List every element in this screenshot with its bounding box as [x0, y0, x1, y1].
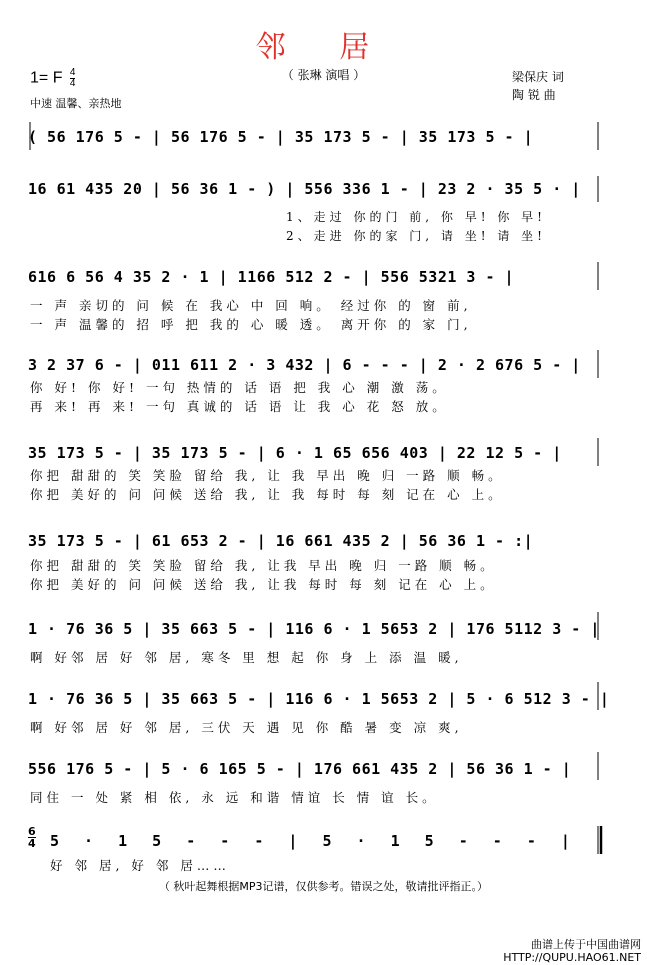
lyric-line-1: 啊 好邻 居 好 邻 居, 寒冬 里 想 起 你 身 上 添 温 暖,	[30, 650, 463, 665]
lyric-line-1: 啊 好邻 居 好 邻 居, 三伏 天 遇 见 你 酷 暑 变 凉 爽,	[30, 720, 463, 735]
site-line-2: HTTP://QUPU.HAO61.NET	[503, 951, 641, 964]
notation-row: 556 176 5 - | 5 · 6 165 5 - | 176 661 435 2 | 56 36 1 - |	[28, 760, 572, 778]
time-signature	[70, 68, 76, 89]
score-row-5	[28, 444, 602, 502]
site-line-1: 曲谱上传于中国曲谱网	[531, 938, 641, 951]
lyric-line-2: 一 声 温馨的 招 呼 把 我的 心 暖 透。 离开你 的 家 门,	[30, 317, 472, 332]
notation-row: 16 61 435 20 | 56 36 1 - ) | 556 336 1 - | 23 2 · 35 5 · |	[28, 180, 581, 198]
lyricist-credit: 梁保庆 词	[512, 70, 564, 84]
notation-row: ( 56 176 5 - | 56 176 5 - | 35 173 5 - | 35 173 5 - |	[28, 128, 534, 146]
time-change	[28, 826, 36, 849]
time-denominator: 4	[28, 837, 36, 850]
lyric-line-1: 好 邻 居, 好 邻 居……	[50, 858, 230, 873]
lyric-line-2: 再 来! 再 来! 一句 真诚的 话 语 让 我 心 花 怒 放。	[30, 399, 449, 414]
time-denominator: 4	[69, 78, 76, 89]
key-signature	[30, 68, 75, 89]
site-watermark	[503, 938, 641, 964]
score-row-1	[28, 128, 602, 168]
lyric-line-1: 一 声 亲切的 问 候 在 我心 中 回 响。 经过你 的 窗 前,	[30, 298, 472, 313]
lyric-line-1: 你把 甜甜的 笑 笑脸 留给 我, 让我 早出 晚 归 一路 顺 畅。	[30, 558, 497, 573]
lyric-line-1: 你 好! 你 好! 一句 热情的 话 语 把 我 心 潮 激 荡。	[30, 380, 449, 395]
score-row-9	[28, 760, 602, 805]
notation-row: 3 2 37 6 - | 011 611 2 · 3 432 | 6 - - - | 2 · 2 676 5 - |	[28, 356, 581, 374]
notation-row: 1 · 76 36 5 | 35 663 5 - | 116 6 · 1 5653 2 | 5 · 6 512 3 - |	[28, 690, 610, 708]
lyric-line-1: 你把 甜甜的 笑 笑脸 留给 我, 让 我 早出 晚 归 一路 顺 畅。	[30, 468, 505, 483]
time-numerator: 6	[28, 825, 36, 838]
lyric-line-2: 你把 美好的 问 问候 送给 我, 让我 每时 每 刻 记在 心 上。	[30, 577, 497, 592]
lyric-line-2: 你把 美好的 问 问候 送给 我, 让 我 每时 每 刻 记在 心 上。	[30, 487, 505, 502]
score-row-10	[28, 825, 602, 873]
score-row-7	[28, 620, 602, 665]
notation-row: 1 · 76 36 5 | 35 663 5 - | 116 6 · 1 5653 2 | 176 5112 3 - |	[28, 620, 600, 638]
transcription-note: （ 秋叶起舞根据MP3记谱，仅供参考。错误之处，敬请批评指正。）	[158, 880, 489, 893]
score-row-2	[28, 180, 602, 243]
notation-row: 616 6 56 4 35 2 · 1 | 1166 512 2 - | 556 5321 3 - |	[28, 268, 515, 286]
lyric-line-1: 1、走过 你的门 前, 你 早! 你 早!	[286, 210, 546, 224]
lyric-line-1: 同住 一 处 紧 相 依, 永 远 和谐 情谊 长 情 谊 长。	[30, 790, 439, 805]
composer-credit: 陶 锐 曲	[512, 88, 556, 102]
notation-row: 35 173 5 - | 61 653 2 - | 16 661 435 2 | 56 36 1 - :|	[28, 532, 534, 550]
key-label: 1= F	[30, 69, 63, 87]
credits	[512, 68, 564, 104]
lyric-line-2: 2、走进 你的家 门, 请 坐! 请 坐!	[286, 229, 546, 243]
time-numerator: 4	[69, 67, 76, 78]
score-row-3	[28, 268, 602, 332]
notation-row: 5 · 1 5 - - - | 5 · 1 5 - - - |	[50, 832, 578, 850]
score-row-8	[28, 690, 610, 735]
notation-row: 35 173 5 - | 35 173 5 - | 6 · 1 65 656 403 | 22 12 5 - |	[28, 444, 562, 462]
score-row-6	[28, 532, 602, 592]
singer-label: （ 张琳 演唱 ）	[281, 68, 366, 82]
song-title: 邻 居	[255, 30, 392, 65]
tempo-marking: 中速 温馨、亲热地	[30, 97, 122, 110]
score-row-4	[28, 356, 602, 414]
